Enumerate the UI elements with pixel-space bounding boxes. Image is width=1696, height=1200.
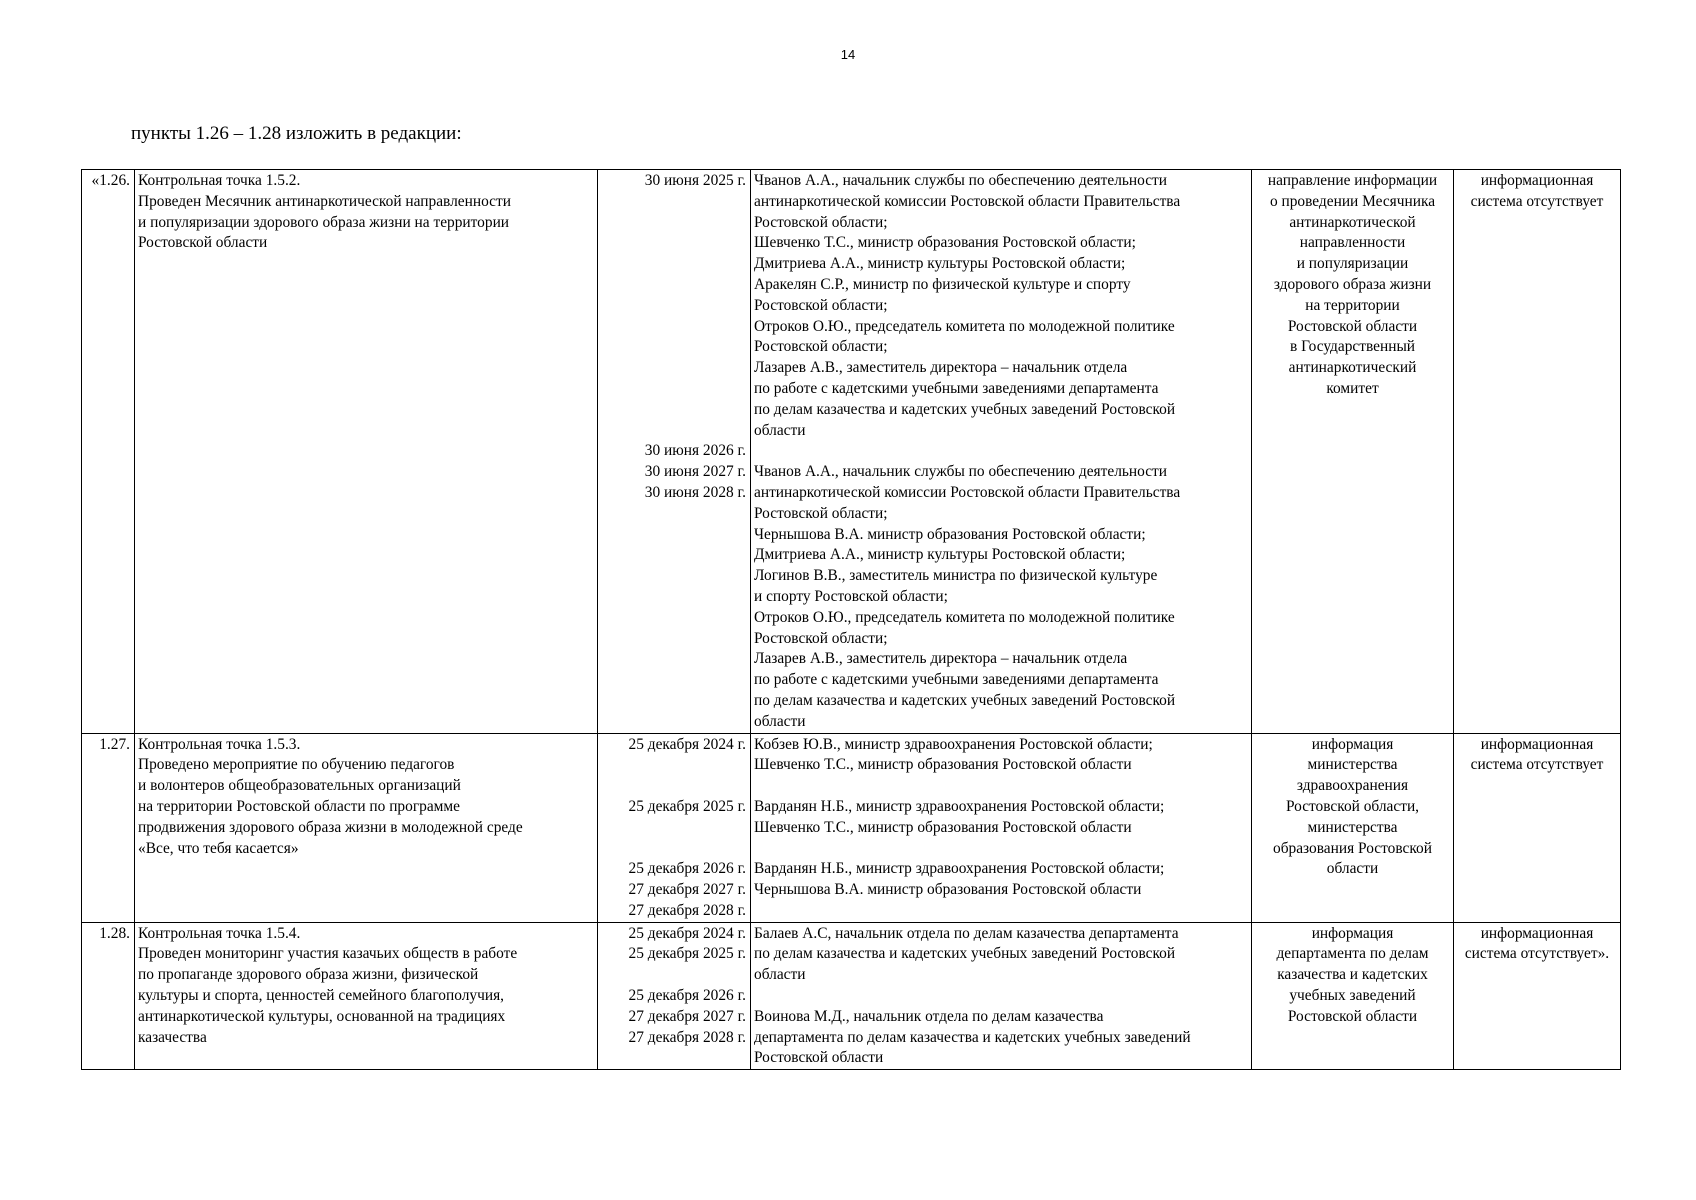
intro-text: пункты 1.26 – 1.28 изложить в редакции: [131,123,462,144]
text-line: система отсутствует [1470,192,1604,210]
row-number: 1.28. [82,922,135,1070]
text-line: департамента по делам [1276,945,1429,963]
text-line: Лазарев А.В., заместитель директора – начальник отдела [754,359,1128,377]
row-info-system [1454,170,1621,734]
table-row [82,170,1621,734]
responsible-group [754,171,1248,441]
text-line: Ростовской области; [754,296,888,314]
text-line: 27 декабря 2027 г. [628,881,746,899]
text-line: казачества и кадетских [1277,966,1428,984]
control-points-table [81,169,1621,1070]
row-responsible [751,922,1252,1070]
row-dates [598,170,751,734]
date-group [601,171,746,192]
text-line: области [1326,860,1379,878]
text-line: Проведено мероприятие по обучению педагогов [138,756,455,774]
text-line: 25 декабря 2026 г. [628,987,746,1005]
text-line: Ростовской области [1287,317,1418,335]
text-line: Ростовской области [754,1049,884,1067]
text-line: и популяризации здорового образа жизни на территории [138,213,510,231]
text-line: Контрольная точка 1.5.3. [138,735,301,753]
row-result [1252,922,1454,1070]
text-line: по работе с кадетскими учебными заведениями департамента [754,379,1159,397]
text-line: в Государственный [1289,338,1416,356]
text-line: на территории Ростовской области по программе [138,797,460,815]
text-line: Контрольная точка 1.5.2. [138,172,301,189]
date-group [601,986,746,1048]
text-line: казачества [138,1028,207,1046]
text-line: по работе с кадетскими учебными заведениями департамента [754,671,1159,689]
text-line: на территории [1305,296,1400,314]
responsible-group [754,924,1248,986]
text-line: министерства [1307,756,1398,774]
text-line: 30 июня 2025 г. [644,172,746,189]
text-line: и спорту Ростовской области; [754,587,948,605]
text-line: направленности [1299,234,1406,252]
text-line: Шевченко Т.С., министр образования Ростовской области [754,756,1132,774]
text-line: по делам казачества и кадетских учебных заведений Ростовской [754,691,1176,709]
text-line: министерства [1307,818,1398,836]
row-info-system [1454,733,1621,922]
text-line: и популяризации [1296,255,1409,273]
text-line: антинаркотической комиссии Ростовской области Правительства [754,192,1181,210]
text-line: области [754,712,806,730]
responsible-group [754,1007,1248,1069]
page-number: 14 [840,47,856,62]
text-line: система отсутствует [1470,756,1604,774]
text-line: Шевченко Т.С., министр образования Ростовской области; [754,234,1136,252]
row-number: «1.26. [82,170,135,734]
text-line: учебных заведений [1289,987,1416,1005]
text-line: 25 декабря 2024 г. [628,924,746,942]
text-line: 25 декабря 2026 г. [628,860,746,878]
text-line: Дмитриева А.А., министр культуры Ростовской области; [754,546,1126,564]
row-responsible [751,733,1252,922]
text-line: Отроков О.Ю., председатель комитета по молодежной политике [754,608,1175,626]
text-line: антинаркотический [1288,359,1417,377]
text-line: департамента по делам казачества и кадетских учебных заведений [754,1028,1191,1046]
responsible-group [754,797,1248,839]
text-line: Чванов А.А., начальник службы по обеспечению деятельности [754,463,1167,481]
text-line: 30 июня 2028 г. [644,483,746,501]
date-group [601,797,746,818]
text-line: информация [1311,735,1394,753]
text-line: 27 декабря 2028 г. [628,1028,746,1046]
responsible-group [754,859,1248,901]
text-line: 25 декабря 2025 г. [628,945,746,963]
text-line: Шевченко Т.С., министр образования Ростовской области [754,818,1132,836]
date-group [601,441,746,503]
row-result [1252,733,1454,922]
text-line: Ростовской области; [754,213,888,231]
text-line: здравоохранения [1296,777,1409,795]
text-line: 30 июня 2027 г. [644,463,746,481]
text-line: 25 декабря 2024 г. [628,735,746,753]
row-description [135,170,598,734]
text-line: продвижения здорового образа жизни в молодежной среде [138,818,523,836]
text-line: Ростовской области; [754,629,888,647]
text-line: области [754,966,806,984]
text-line: Ростовской области; [754,504,888,522]
text-line: информационная [1480,924,1594,942]
text-line: Ростовской области, [1285,797,1420,815]
date-group [601,859,746,921]
row-description [135,733,598,922]
text-line: Чернышова В.А. министр образования Ростовской области; [754,525,1146,543]
text-line: области [754,421,806,439]
text-line: Контрольная точка 1.5.4. [138,924,301,942]
text-line: Отроков О.Ю., председатель комитета по молодежной политике [754,317,1175,335]
text-line: информация [1311,924,1394,942]
responsible-group [754,462,1248,732]
text-line: культуры и спорта, ценностей семейного благополучия, [138,987,505,1005]
text-line: Проведен Месячник антинаркотической направленности [138,192,511,210]
text-line: Кобзев Ю.В., министр здравоохранения Ростовской области; [754,735,1153,753]
text-line: комитет [1326,379,1379,397]
text-line: Дмитриева А.А., министр культуры Ростовской области; [754,255,1126,273]
row-dates [598,733,751,922]
text-line: Варданян Н.Б., министр здравоохранения Ростовской области; [754,797,1165,815]
text-line: антинаркотической [1289,213,1416,231]
row-info-system [1454,922,1621,1070]
text-line: направление информации [1267,172,1438,189]
text-line: информационная [1480,735,1594,753]
row-number: 1.27. [82,733,135,922]
text-line: по делам казачества и кадетских учебных заведений Ростовской [754,400,1176,418]
text-line: Воинова М.Д., начальник отдела по делам казачества [754,1007,1104,1025]
row-dates [598,922,751,1070]
text-line: по делам казачества и кадетских учебных заведений Ростовской [754,945,1176,963]
text-line: Чернышова В.А. министр образования Ростовской области [754,881,1142,899]
text-line: Ростовской области [1287,1007,1418,1025]
text-line: и волонтеров общеобразовательных организаций [138,777,461,795]
text-line: Логинов В.В., заместитель министра по физической культуре [754,567,1158,585]
text-line: образования Ростовской [1273,839,1432,857]
table-row [82,733,1621,922]
text-line: по пропаганде здорового образа жизни, физической [138,966,479,984]
text-line: Чванов А.А., начальник службы по обеспечению деятельности [754,172,1167,189]
text-line: антинаркотической комиссии Ростовской области Правительства [754,483,1181,501]
responsible-group [754,735,1248,777]
text-line: Лазарев А.В., заместитель директора – начальник отдела [754,650,1128,668]
date-group [601,924,746,966]
text-line: Балаев А.С, начальник отдела по делам казачества департамента [754,924,1179,942]
text-line: Ростовской области [138,234,268,252]
text-line: 25 декабря 2025 г. [628,797,746,815]
text-line: Аракелян С.Р., министр по физической культуре и спорту [754,275,1131,293]
text-line: информационная [1480,172,1594,189]
text-line: система отсутствует». [1464,945,1610,963]
text-line: Варданян Н.Б., министр здравоохранения Ростовской области; [754,860,1165,878]
text-line: 30 июня 2026 г. [644,442,746,460]
text-line: здорового образа жизни [1273,275,1432,293]
text-line: 27 декабря 2027 г. [628,1007,746,1025]
date-group [601,735,746,756]
row-result [1252,170,1454,734]
row-responsible [751,170,1252,734]
text-line: «Все, что тебя касается» [138,839,299,857]
text-line: о проведении Месячника [1269,192,1436,210]
row-description [135,922,598,1070]
text-line: Проведен мониторинг участия казачьих обществ в работе [138,945,518,963]
table-row [82,922,1621,1070]
text-line: антинаркотической культуры, основанной на традициях [138,1007,506,1025]
text-line: Ростовской области; [754,338,888,356]
text-line: 27 декабря 2028 г. [628,901,746,919]
